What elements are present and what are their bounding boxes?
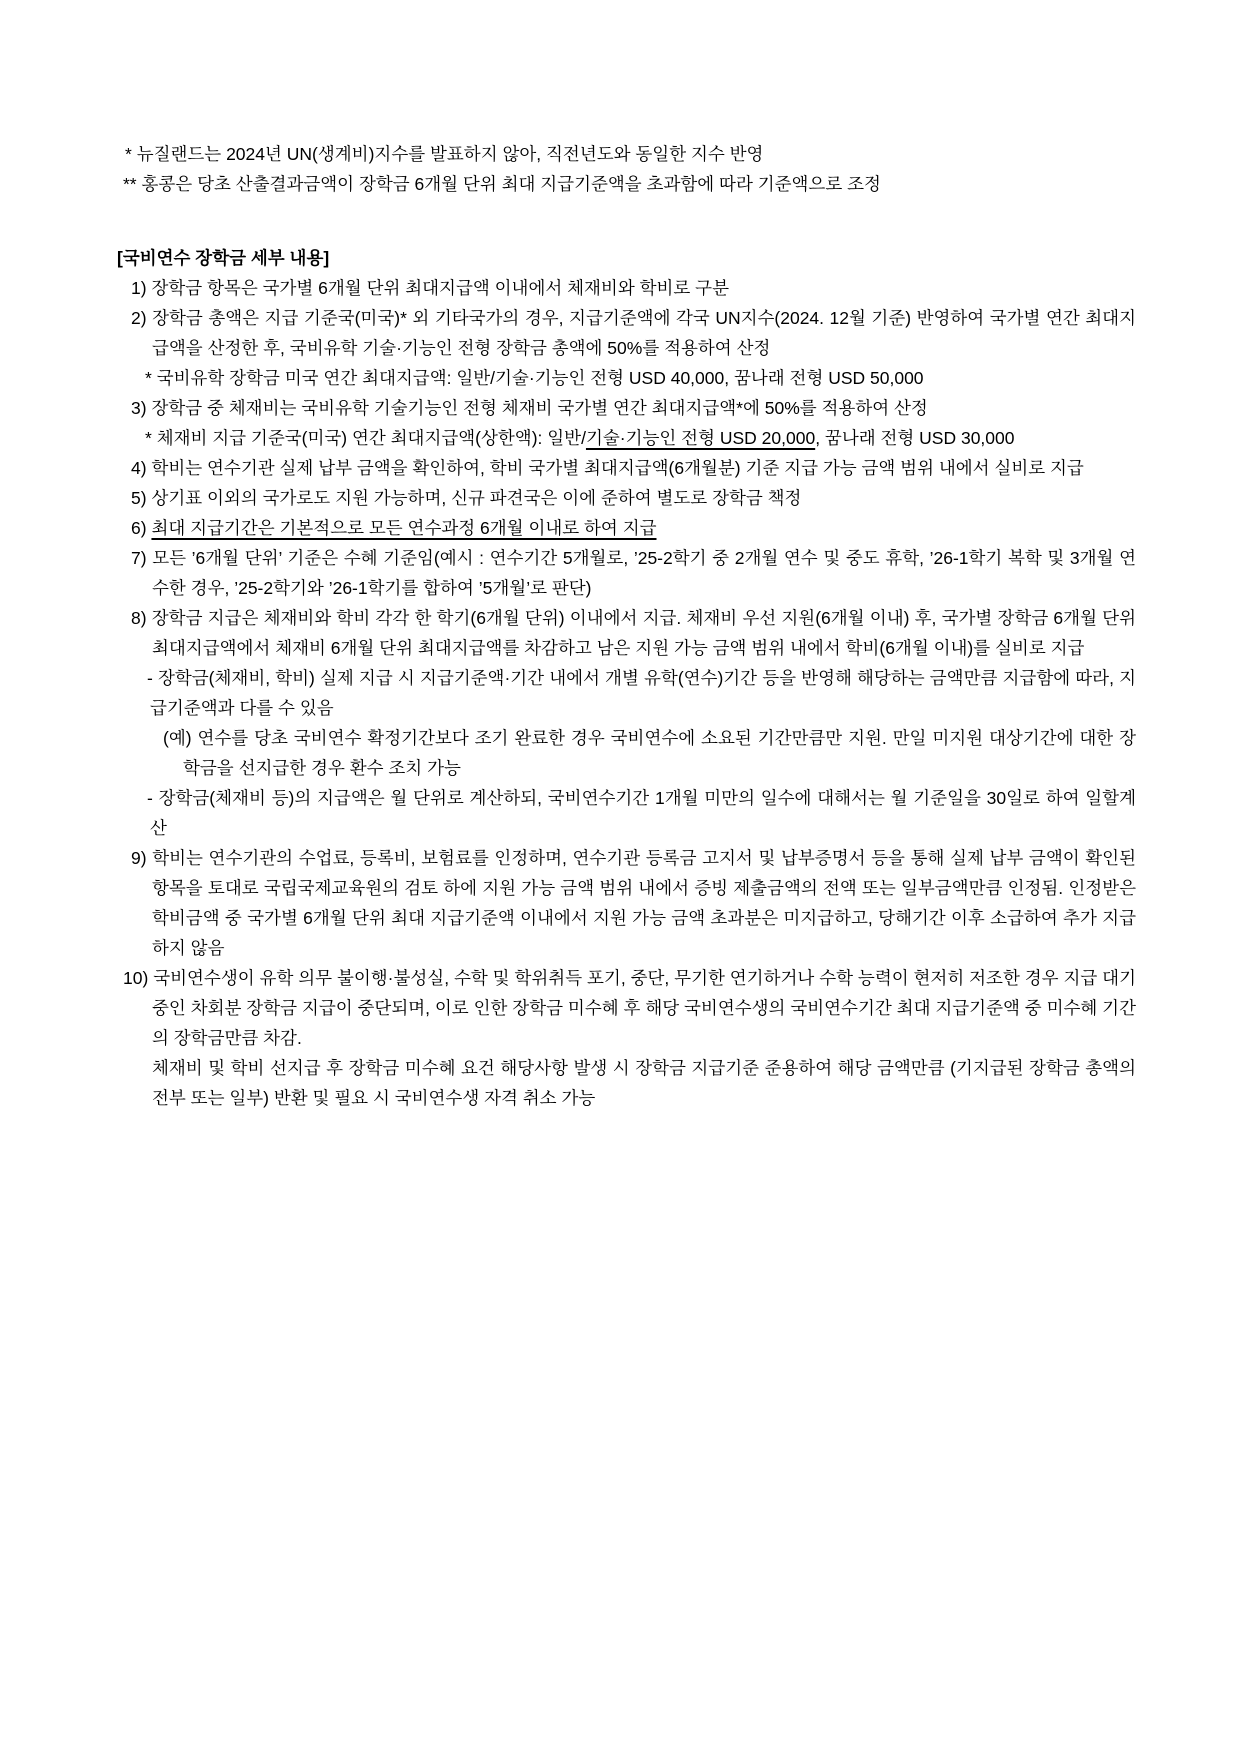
sub-note-text: 체재비 지급 기준국(미국) 연간 최대지급액(상한액): 일반/ <box>156 428 586 448</box>
example-note <box>0 723 1136 783</box>
subitem-text: 장학금(체재비 등)의 지급액은 월 단위로 계산하되, 국비연수기간 1개월 미만의 일수에 대해서는 월 기준일을 30일로 하여 일할계산 <box>150 788 1136 838</box>
item-10-supplement <box>0 1053 1136 1113</box>
item-text: 장학금 중 체재비는 국비유학 기술기능인 전형 체재비 국가별 연간 최대지급액*에 50%를 적용하여 산정 <box>151 398 928 418</box>
dash-subitem-1 <box>0 663 1136 723</box>
asterisk-marker: * <box>145 428 152 448</box>
item-number: 1) <box>131 278 147 298</box>
sub-note-item-2 <box>0 363 1136 393</box>
item-text: 장학금 지급은 체재비와 학비 각각 한 학기(6개월 단위) 이내에서 지급. 체재비 우선 지원(6개월 이내) 후, 국가별 장학금 6개월 단위 최대지급액에서 체재비 6개월 단위 최대지급액를 차감하고 남은 지원 가능 금액 범위 내에서 학비(6개월 이내)를 실비로 지급 <box>151 608 1136 658</box>
underlined-text: 기술·기능인 전형 USD 20,000 <box>585 428 816 448</box>
item-text: 국비연수생이 유학 의무 불이행·불성실, 수학 및 학위취득 포기, 중단, 무기한 연기하거나 수학 능력이 현저히 저조한 경우 지급 대기 중인 차회분 장학금 지급이 중단되며, 이로 인한 장학금 미수혜 후 해당 국비연수생의 국비연수기간 최대 지급기준액 중 미수혜 기간의 장학금만큼 차감. <box>152 968 1136 1048</box>
item-number: 9) <box>131 848 147 868</box>
item-number: 2) <box>131 308 147 328</box>
dash-subitem-2 <box>0 783 1136 843</box>
asterisk-marker: * <box>125 144 132 164</box>
footnote-text: 홍콩은 당초 산출결과금액이 장학금 6개월 단위 최대 지급기준액을 초과함에 따라 기준액으로 조정 <box>141 174 881 194</box>
item-text: 학비는 연수기관의 수업료, 등록비, 보험료를 인정하며, 연수기관 등록금 고지서 및 납부증명서 등을 통해 실제 납부 금액이 확인된 항목을 토대로 국립국제교육원의 검토 하에 지원 가능 금액 범위 내에서 증빙 제출금액의 전액 또는 일부금액만큼 인정됨. 인정받은 학비금액 중 국가별 6개월 단위 최대 지급기준액 이내에서 지원 가능 금액 초과분은 미지급하고, 당해기간 이후 소급하여 추가 지급하지 않음 <box>152 848 1136 958</box>
item-number: 4) <box>131 458 147 478</box>
sub-note-text: , 꿈나래 전형 USD 30,000 <box>815 428 1015 448</box>
footnote-single-asterisk <box>0 139 1136 169</box>
example-marker: (예) <box>163 728 192 748</box>
item-text: 장학금 총액은 지급 기준국(미국)* 외 기타국가의 경우, 지급기준액에 각국 UN지수(2024. 12월 기준) 반영하여 국가별 연간 최대지급액을 산정한 후, 국비유학 기술·기능인 전형 장학금 총액에 50%를 적용하여 산정 <box>152 308 1136 358</box>
dash-marker: - <box>147 788 153 808</box>
numbered-item-9 <box>0 843 1136 963</box>
example-text: 연수를 당초 국비연수 확정기간보다 조기 완료한 경우 국비연수에 소요된 기간만큼만 지원. 만일 미지원 대상기간에 대한 장학금을 선지급한 경우 환수 조치 가능 <box>183 728 1136 778</box>
numbered-item-6 <box>0 513 1136 543</box>
item-number: 7) <box>131 548 147 568</box>
sub-note-item-3 <box>0 423 1136 453</box>
item-text: 체재비 및 학비 선지급 후 장학금 미수혜 요건 해당사항 발생 시 장학금 지급기준 준용하여 해당 금액만큼 (기지급된 장학금 총액의 전부 또는 일부) 반환 및 필요 시 국비연수생 자격 취소 가능 <box>152 1058 1136 1108</box>
numbered-item-1 <box>0 273 1136 303</box>
dash-marker: - <box>147 668 153 688</box>
numbered-item-3 <box>0 393 1136 423</box>
numbered-item-8 <box>0 603 1136 663</box>
numbered-item-2 <box>0 303 1136 363</box>
item-text: 학비는 연수기관 실제 납부 금액을 확인하여, 학비 국가별 최대지급액(6개월분) 기준 지급 가능 금액 범위 내에서 실비로 지급 <box>151 458 1084 478</box>
item-number: 5) <box>131 488 147 508</box>
numbered-item-7 <box>0 543 1136 603</box>
numbered-item-4 <box>0 453 1136 483</box>
underlined-text: 최대 지급기간은 기본적으로 모든 연수과정 6개월 이내로 하여 지급 <box>151 518 657 538</box>
numbered-item-10 <box>0 963 1136 1053</box>
item-text: 상기표 이외의 국가로도 지원 가능하며, 신규 파견국은 이에 준하여 별도로 장학금 책정 <box>151 488 802 508</box>
footnote-double-asterisk <box>0 169 1136 199</box>
item-text: 장학금 항목은 국가별 6개월 단위 최대지급액 이내에서 체재비와 학비로 구분 <box>151 278 729 298</box>
item-number: 3) <box>131 398 147 418</box>
item-number: 10) <box>123 968 149 988</box>
numbered-item-5 <box>0 483 1136 513</box>
item-number: 8) <box>131 608 147 628</box>
footnote-text: 뉴질랜드는 2024년 UN(생계비)지수를 발표하지 않아, 직전년도와 동일한 지수 반영 <box>136 144 764 164</box>
sub-note-text: 국비유학 장학금 미국 연간 최대지급액: 일반/기술·기능인 전형 USD 40,000, 꿈나래 전형 USD 50,000 <box>156 368 924 388</box>
subitem-text: 장학금(체재비, 학비) 실제 지급 시 지급기준액·기간 내에서 개별 유학(연수)기간 등을 반영해 해당하는 금액만큼 지급함에 따라, 지급기준액과 다를 수 있음 <box>150 668 1136 718</box>
section-heading: [국비연수 장학금 세부 내용] <box>117 248 330 268</box>
item-text: 모든 ’6개월 단위’ 기준은 수혜 기준임(예시 : 연수기간 5개월로, ’25-2학기 중 2개월 연수 및 중도 휴학, ’26-1학기 복학 및 3개월 연수한 경우, ’25-2학기와 ’26-1학기를 합하여 ’5개월’로 판단) <box>152 548 1136 598</box>
asterisk-marker: * <box>145 368 152 388</box>
item-number: 6) <box>131 518 147 538</box>
asterisk-marker: ** <box>123 174 137 194</box>
